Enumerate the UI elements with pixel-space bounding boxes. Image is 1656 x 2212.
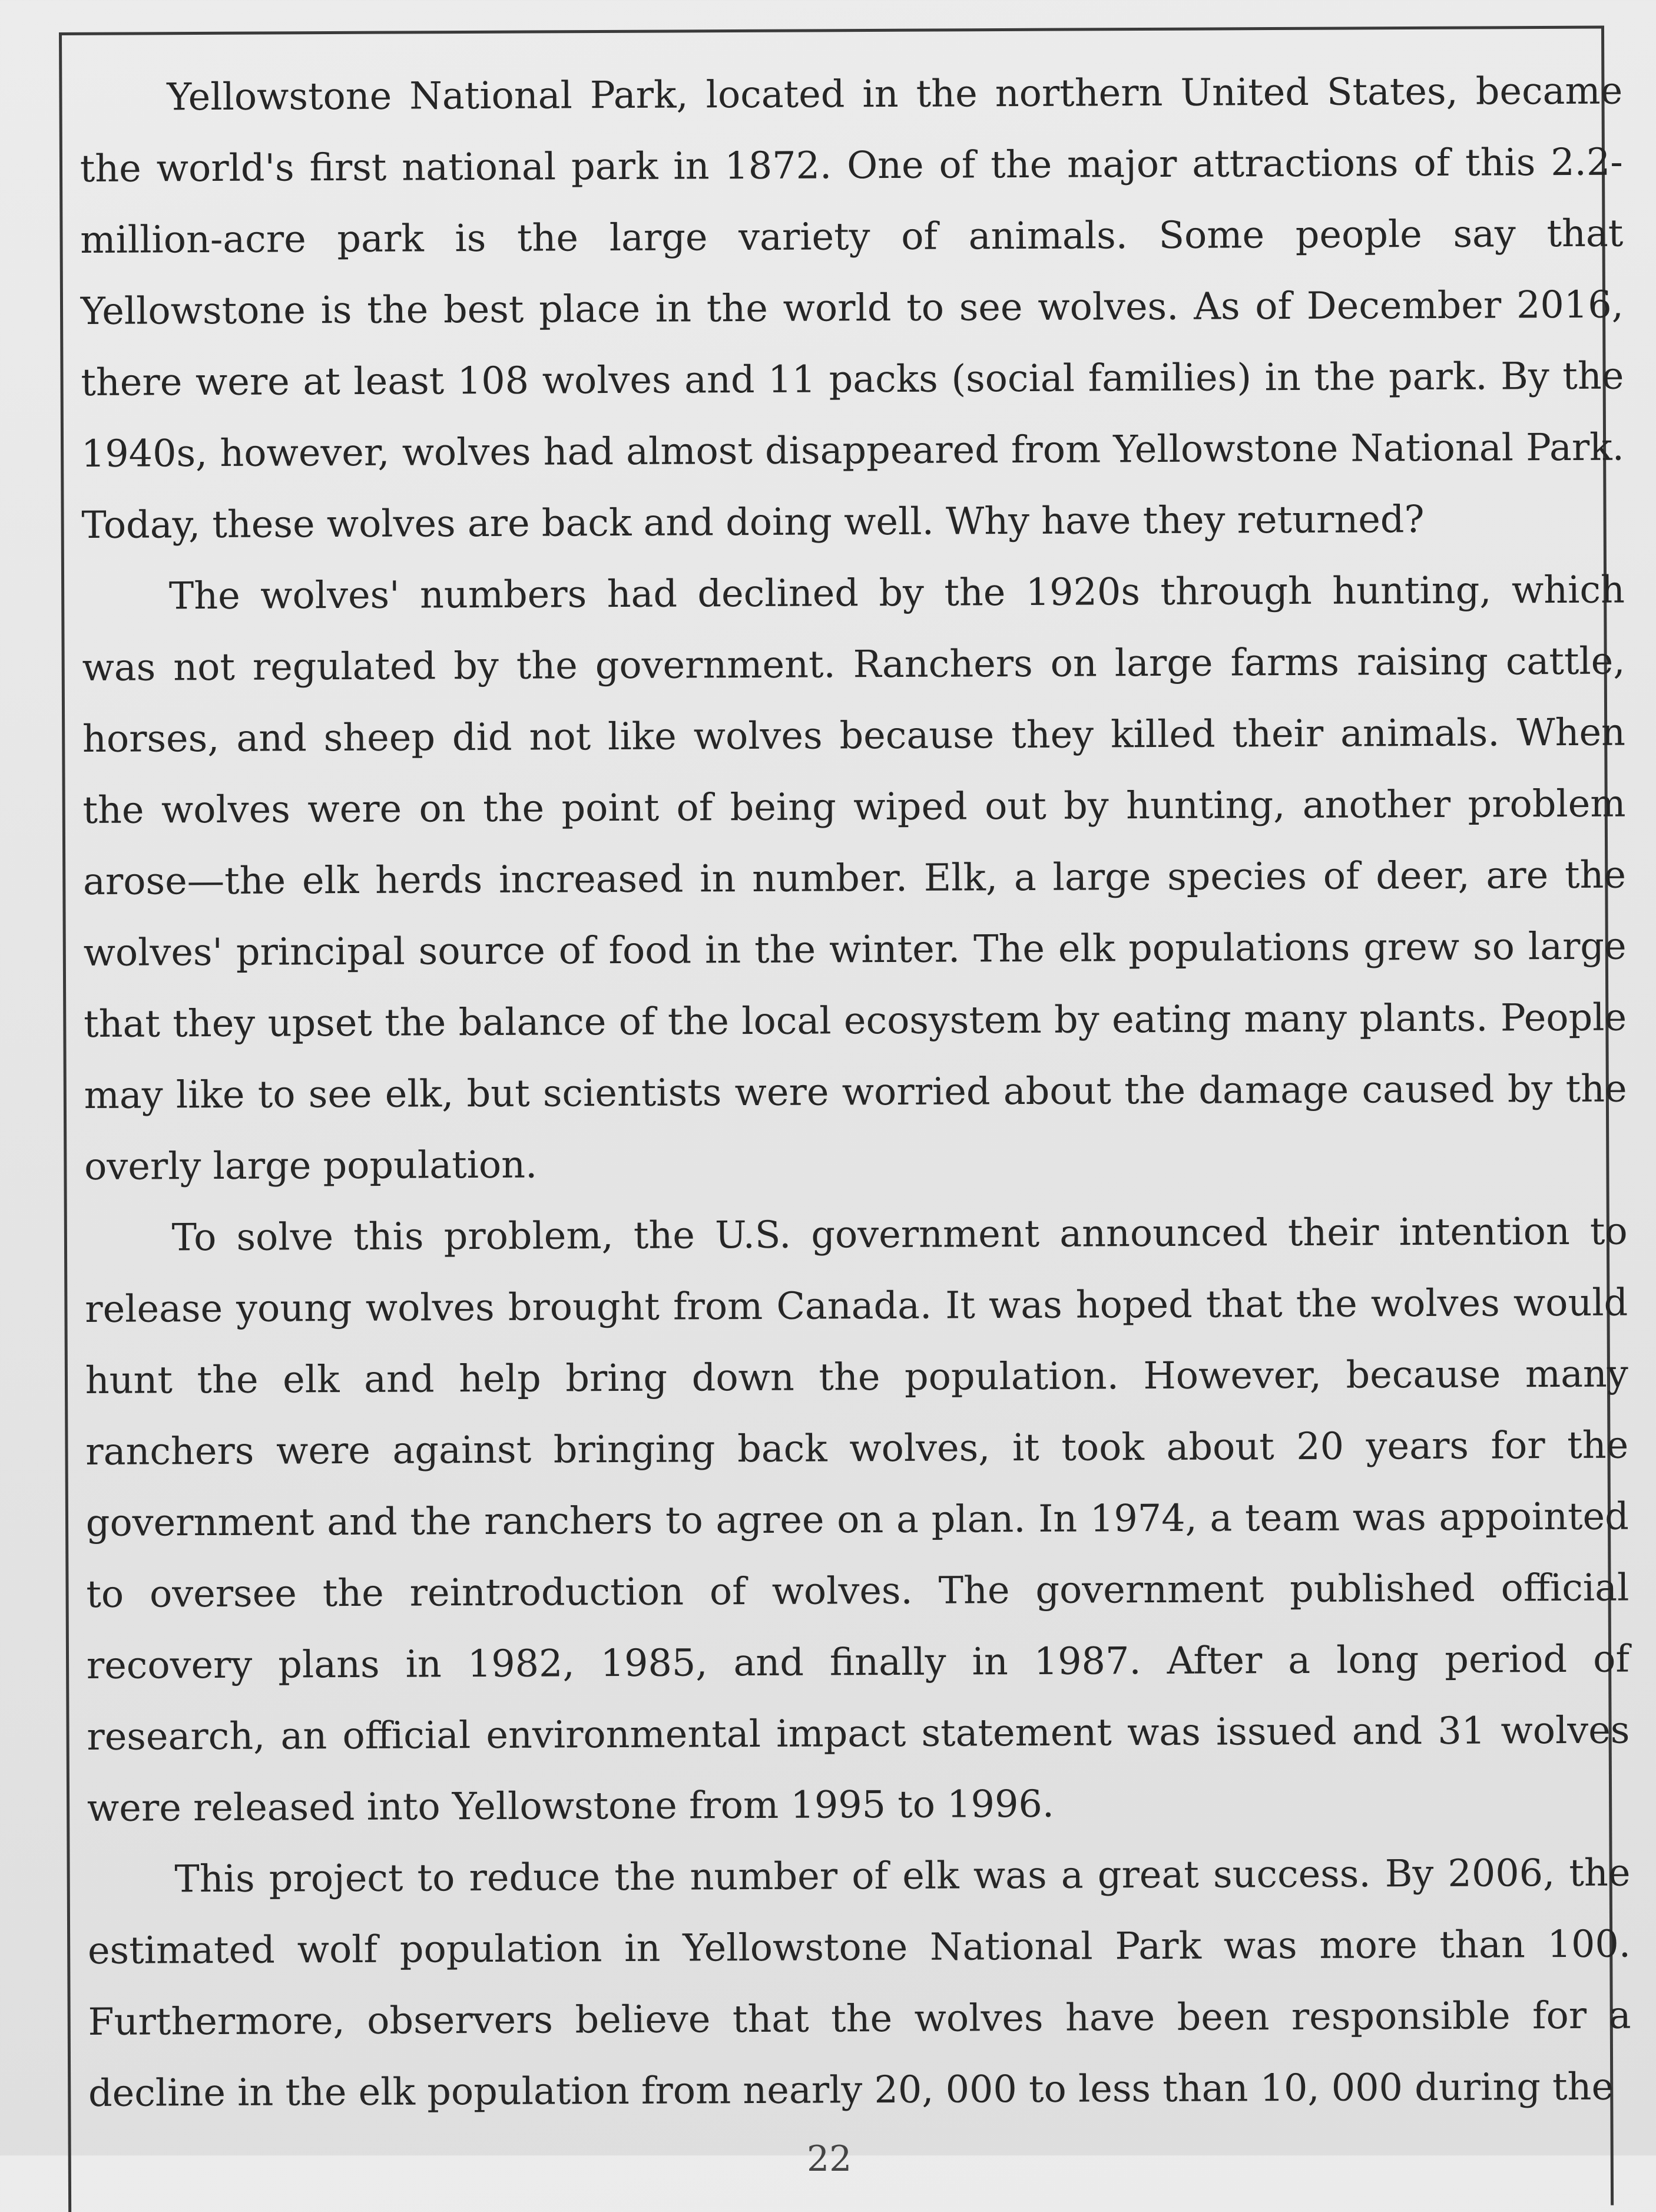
paragraph-3: To solve this problem, the U.S. government announced their intention to release young wolves brought from Canada. It was hoped that the wolves would hunt the elk and help bring down the population. However, because many ranchers were against bringing back wolves, it took about 20 years for the government and the ranchers to agree on a plan. In 1974, a team was appointed to oversee the reintroduction of wolves. The government published official recovery plans in 1982, 1985, and finally in 1987. After a long period of research, an official environmental impact statement was issued and 31 wolves were released into Yellowstone from 1995 to 1996. — [85, 1209, 1630, 1830]
article-body — [80, 55, 1631, 2129]
paragraph-1: Yellowstone National Park, located in the northern United States, became the world's first national park in 1872. One of the major attractions of this 2.2-million-acre park is the large variety of animals. Some people say that Yellowstone is the best place in the world to see wolves. As of December 2016, there were at least 108 wolves and 11 packs (social families) in the park. By the 1940s, however, wolves had almost disappeared from Yellowstone National Park. Today, these wolves are back and doing well. Why have they returned? — [80, 68, 1625, 547]
paragraph-4: This project to reduce the number of elk was a great success. By 2006, the estimated wolf population in Yellowstone National Park was more than 100. Furthermore, observers believe that the wolves have been responsible for a decline in the elk population from nearly 20, 000 to less than 10, 000 during the — [87, 1850, 1631, 2115]
page-number: 22 — [807, 2138, 852, 2180]
paragraph-2: The wolves' numbers had declined by the 1920s through hunting, which was not regulated by the government. Ranchers on large farms raising cattle, horses, and sheep did not like wolves because they killed their animals. When the wolves were on the point of being wiped out by hunting, another problem arose—the elk herds increased in number. Elk, a large species of deer, are the wolves' principal source of food in the winter. The elk populations grew so large that they upset the balance of the local ecosystem by eating many plants. People may like to see elk, but scientists were worried about the damage caused by the overly large population. — [82, 567, 1627, 1188]
